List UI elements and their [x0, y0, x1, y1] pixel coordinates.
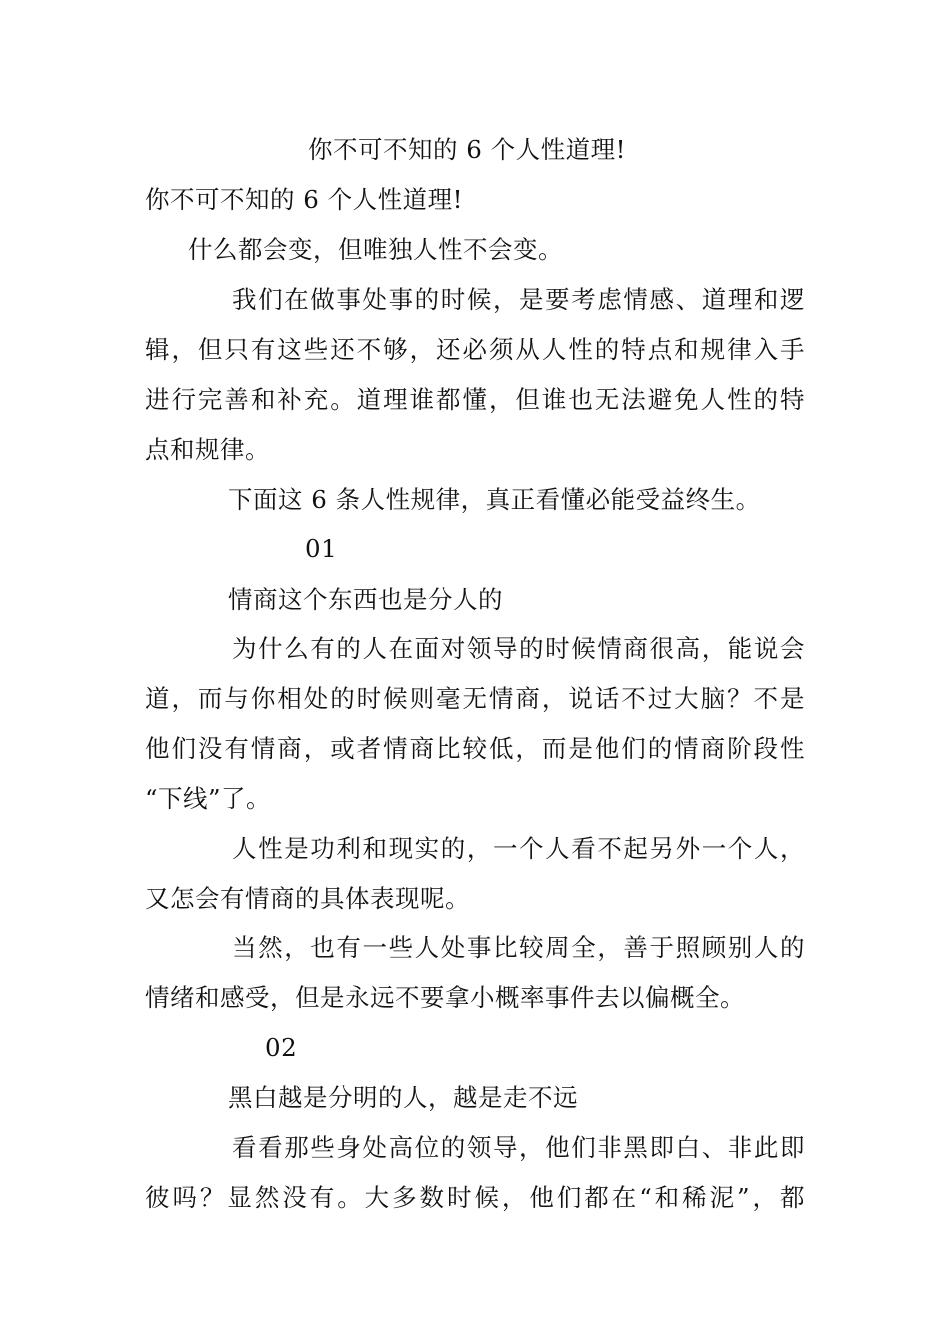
- paragraph-line: 点和规律。: [145, 435, 270, 464]
- document-title: 你不可不知的 6 个人性道理!: [308, 135, 627, 164]
- paragraph-line: 道，而与你相处的时候则毫无情商，说话不过大脑？不是: [145, 684, 805, 713]
- section-heading: 黑白越是分明的人，越是走不远: [228, 1083, 578, 1112]
- paragraph-line: 当然，也有一些人处事比较周全，善于照顾别人的: [232, 933, 805, 962]
- paragraph-line: 看看那些身处高位的领导，他们非黑即白、非此即: [232, 1133, 805, 1162]
- paragraph-line: 情绪和感受，但是永远不要拿小概率事件去以偏概全。: [145, 983, 745, 1012]
- section-number: 02: [265, 1033, 298, 1062]
- paragraph-line: 人性是功利和现实的，一个人看不起另外一个人，: [232, 834, 805, 863]
- section-number: 01: [305, 534, 338, 563]
- paragraph-line: 我们在做事处事的时候，是要考虑情感、道理和逻: [232, 285, 805, 314]
- section-heading: 情商这个东西也是分人的: [228, 585, 503, 614]
- paragraph-line: 进行完善和补充。道理谁都懂，但谁也无法避免人性的特: [145, 385, 805, 414]
- paragraph-line: 又怎会有情商的具体表现呢。: [145, 884, 470, 913]
- paragraph-line: 他们没有情商，或者情商比较低，而是他们的情商阶段性: [145, 734, 805, 763]
- paragraph-line: 为什么有的人在面对领导的时候情商很高，能说会: [232, 634, 805, 663]
- intro-paragraph: 什么都会变，但唯独人性不会变。: [188, 235, 563, 264]
- paragraph-line: “下线”了。: [145, 784, 272, 813]
- paragraph-line: 辑，但只有这些还不够，还必须从人性的特点和规律入手: [145, 335, 805, 364]
- document-subtitle: 你不可不知的 6 个人性道理!: [145, 185, 464, 214]
- paragraph-line: 彼吗？显然没有。大多数时候，他们都在“和稀泥”，都: [145, 1183, 805, 1212]
- paragraph-2: 下面这 6 条人性规律，真正看懂必能受益终生。: [228, 485, 761, 514]
